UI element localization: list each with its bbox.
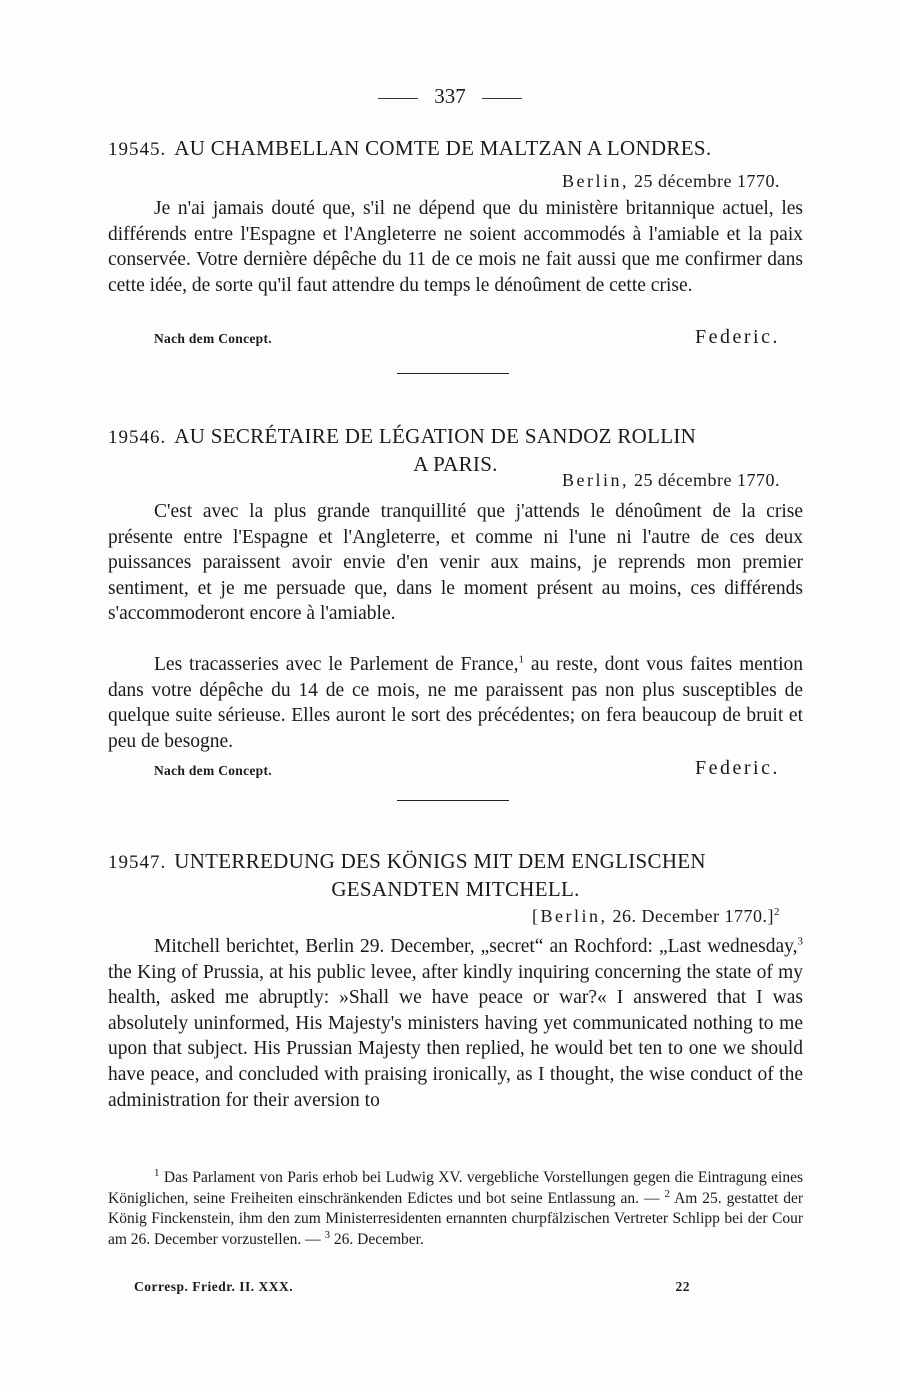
footnote-marker: 2: [774, 906, 780, 918]
letter-number: 19546.: [108, 427, 167, 448]
letter-heading: UNTERREDUNG DES KÖNIGS MIT DEM ENGLISCHEN: [174, 849, 706, 873]
letter-heading-continued: A PARIS.: [413, 452, 498, 476]
letter-title-19547: [108, 848, 803, 903]
footnote-2: Am 25. gestattet der König Finckenstein, ihm den zum Ministerresidenten ernannten churpfälzischen Vertreter Schlipp bei der Cour am 26. December vorzustellen. —: [108, 1189, 804, 1248]
body-paragraph-start: Les tracasseries avec le Parlement de France,: [154, 654, 519, 675]
header-dash-left: [378, 98, 418, 99]
signature: Federic.: [695, 326, 780, 348]
footnote-marker: 3: [797, 935, 803, 948]
letter-body-19546-p2: [108, 652, 803, 754]
dateline-date: 25 décembre 1770.: [634, 470, 780, 490]
dateline-place: [Berlin,: [532, 906, 608, 926]
footnote-mark-3: 3: [324, 1228, 330, 1241]
footnote-marker: 1: [518, 653, 524, 666]
dateline-19547: [532, 906, 780, 927]
dateline-date: 25 décembre 1770.: [634, 171, 780, 191]
section-rule: [397, 800, 509, 801]
page-header: [0, 84, 900, 109]
dateline-place: Berlin,: [562, 470, 630, 490]
footnote-1: Das Parlament von Paris erhob bei Ludwig XV. vergebliche Vorstellungen gegen die Eintragung eines Königlichen, seine Freiheiten einschränkenden Edictes und bot seine Entlassung an. —: [108, 1169, 804, 1207]
body-paragraph: Je n'ai jamais douté que, s'il ne dépend que du ministère britannique actuel, les différends entre l'Espagne et l'Angleterre ne soient accommodés à l'amiable et la paix conservée. Votre dernière dépêche du 11 de ce mois ne fait aussi que me confirmer dans cette idée, de sorte qu'il faut attendre du temps le dénoûment de cette crise.: [108, 198, 803, 296]
letter-title-19545: [108, 135, 803, 163]
dateline-19545: [562, 171, 780, 192]
footnote-mark-2: 2: [664, 1187, 670, 1200]
source-note: Nach dem Concept.: [154, 763, 272, 778]
page-footer: [134, 1279, 690, 1295]
letter-number: 19547.: [108, 852, 167, 873]
footnote-mark-1: 1: [154, 1166, 160, 1179]
page-number: 337: [434, 84, 466, 108]
letter-heading: AU SECRÉTAIRE DE LÉGATION DE SANDOZ ROLLIN: [174, 424, 697, 448]
footnote-3: 26. December.: [333, 1230, 424, 1248]
letter-heading: AU CHAMBELLAN COMTE DE MALTZAN A LONDRES.: [174, 136, 712, 160]
body-paragraph: C'est avec la plus grande tranquillité que j'attends le dénoûment de la crise présente entre l'Espagne et l'Angleterre, et comme ni l'une ni l'autre de ces deux puissances paraissent avoir envie d'en venir aux mains, je reprends mon premier sentiment, et je me persuade que, dans le moment présent au moins, ces différends s'accommoderont encore à l'amiable.: [108, 501, 803, 625]
footer-series-title: Corresp. Friedr. II. XXX.: [134, 1279, 294, 1294]
footer-signature-mark: 22: [675, 1279, 690, 1294]
body-paragraph-rest: au reste, dont vous faites mention dans votre dépêche du 14 de ce mois, ne me paraissent pas non plus susceptibles de quelque suite sérieuse. Elles auront le sort des précédentes; on fera beaucoup de bruit et peu de besogne.: [108, 654, 804, 752]
dateline-19546: [562, 470, 780, 491]
letter-body-19547: [108, 934, 803, 1113]
footnotes: [108, 1168, 803, 1250]
letter-body-19545: [108, 196, 803, 298]
source-note: Nach dem Concept.: [154, 331, 272, 346]
dateline-place: Berlin,: [562, 171, 630, 191]
body-paragraph-rest: the King of Prussia, at his public levee, after kindly inquiring concerning the state of my health, asked me abruptly: »Shall we have peace or war?« I answered that I was absolutely uninformed, His Majesty's ministers having yet communicated nothing to me upon that subject. His Prussian Majesty then replied, he would bet ten to one we should have peace, and concluded with praising ironically, as I thought, the wise conduct of the administration for their aversion to: [108, 961, 803, 1111]
letter-heading-continued: GESANDTEN MITCHELL.: [331, 877, 580, 901]
header-dash-right: [482, 98, 522, 99]
signature: Federic.: [695, 757, 780, 779]
letter-body-19546-p1: [108, 499, 803, 627]
body-paragraph-start: Mitchell berichtet, Berlin 29. December, „secret“ an Rochford: „Last wednesday,: [154, 936, 798, 957]
section-rule: [397, 373, 509, 374]
dateline-date: 26. December 1770.]: [612, 906, 774, 926]
letter-number: 19545.: [108, 139, 167, 160]
